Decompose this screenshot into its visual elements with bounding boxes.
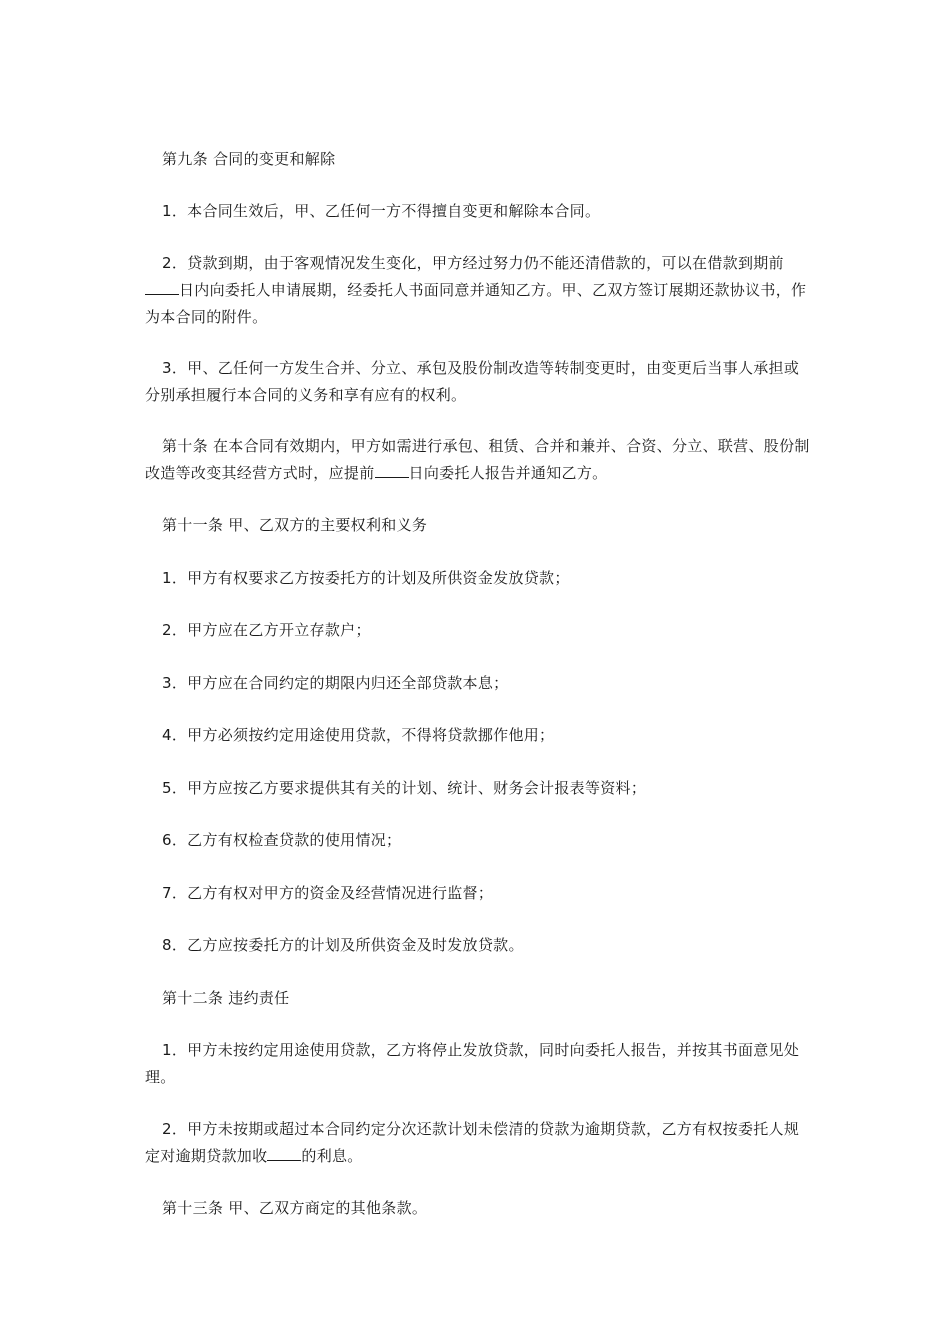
fill-in-blank[interactable] xyxy=(267,1146,301,1161)
article-13-title xyxy=(145,1195,810,1222)
article-9-title-text: 第九条 合同的变更和解除 xyxy=(162,150,336,168)
article-11-clause-4-text: 4．甲方必须按约定用途使用贷款，不得将贷款挪作他用； xyxy=(162,726,555,744)
article-9-clause-1-text: 1．本合同生效后，甲、乙任何一方不得擅自变更和解除本合同。 xyxy=(162,202,601,220)
article-12-clause-2 xyxy=(145,1116,810,1170)
article-9-clause-3 xyxy=(145,355,810,409)
article-11-title-text: 第十一条 甲、乙双方的主要权利和义务 xyxy=(162,516,428,534)
article-11-clause-6-text: 6．乙方有权检查贷款的使用情况； xyxy=(162,831,402,849)
article-11-clause-2-text: 2．甲方应在乙方开立存款户； xyxy=(162,621,371,639)
article-11-clause-5 xyxy=(145,775,810,802)
article-9-title xyxy=(145,146,810,173)
article-9-clause-2 xyxy=(145,250,810,331)
fill-in-blank[interactable] xyxy=(375,463,409,478)
article-11-clause-7-text: 7．乙方有权对甲方的资金及经营情况进行监督； xyxy=(162,884,494,902)
article-11-clause-4 xyxy=(145,722,810,749)
article-11-clause-6 xyxy=(145,827,810,854)
article-12-clause-1 xyxy=(145,1037,810,1091)
article-11-clause-1 xyxy=(145,565,810,592)
article-10-text-before: 第十条 在本合同有效期内，甲方如需进行承包、租赁、合并和兼并、合资、分立、联营、股份制改造等改变其经营方式时，应提前 xyxy=(145,437,810,482)
article-10 xyxy=(145,433,810,487)
article-9-clause-3-text: 3．甲、乙任何一方发生合并、分立、承包及股份制改造等转制变更时，由变更后当事人承担或分别承担履行本合同的义务和享有应有的权利。 xyxy=(145,359,800,404)
article-11-clause-3 xyxy=(145,670,810,697)
article-11-clause-2 xyxy=(145,617,810,644)
article-12-clause-1-text: 1．甲方未按约定用途使用贷款，乙方将停止发放贷款，同时向委托人报告，并按其书面意见处理。 xyxy=(145,1041,800,1086)
article-11-title xyxy=(145,512,810,539)
article-11-clause-8-text: 8．乙方应按委托方的计划及所供资金及时发放贷款。 xyxy=(162,936,524,954)
document-page xyxy=(145,0,810,1344)
article-12-clause-2-text-after: 的利息。 xyxy=(301,1147,363,1165)
article-13-title-text: 第十三条 甲、乙双方商定的其他条款。 xyxy=(162,1199,428,1217)
article-9-clause-1 xyxy=(145,198,810,225)
article-11-clause-5-text: 5．甲方应按乙方要求提供其有关的计划、统计、财务会计报表等资料； xyxy=(162,779,647,797)
article-12-title xyxy=(145,985,810,1012)
article-12-title-text: 第十二条 违约责任 xyxy=(162,989,290,1007)
article-10-text-after: 日向委托人报告并通知乙方。 xyxy=(408,464,608,482)
fill-in-blank[interactable] xyxy=(145,280,179,295)
article-9-clause-2-text-after: 日内向委托人申请展期，经委托人书面同意并通知乙方。甲、乙双方签订展期还款协议书，作为本合同的附件。 xyxy=(145,281,807,326)
article-11-clause-1-text: 1．甲方有权要求乙方按委托方的计划及所供资金发放贷款； xyxy=(162,569,570,587)
article-11-clause-3-text: 3．甲方应在合同约定的期限内归还全部贷款本息； xyxy=(162,674,509,692)
article-11-clause-7 xyxy=(145,880,810,907)
article-9-clause-2-text-before: 2．贷款到期，由于客观情况发生变化，甲方经过努力仍不能还清借款的，可以在借款到期前 xyxy=(162,254,784,272)
article-11-clause-8 xyxy=(145,932,810,959)
article-12-clause-2-text-before: 2．甲方未按期或超过本合同约定分次还款计划未偿清的贷款为逾期贷款，乙方有权按委托人规定对逾期贷款加收 xyxy=(145,1120,800,1165)
